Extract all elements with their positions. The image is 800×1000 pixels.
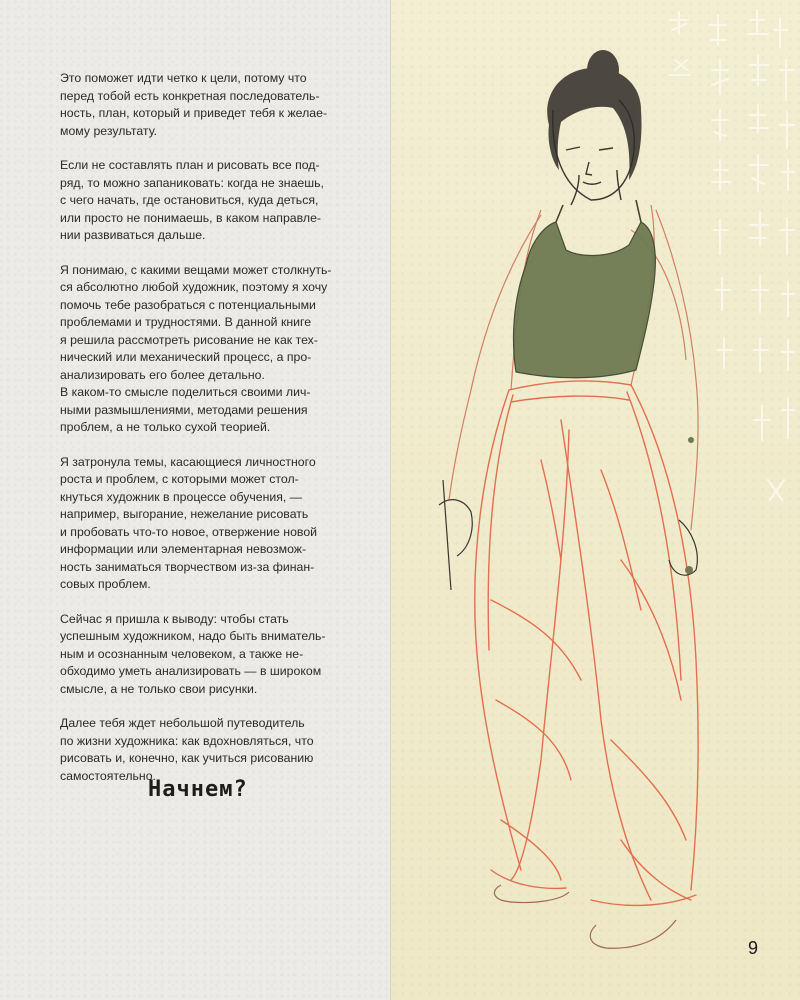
paragraph-5: Я затронула темы, касающиеся личностного роста и проблем, с которыми может стол- кнуться художник в процессе обучения, — например, выгорание, нежелание рисовать и пробовать что-то новое, отвержение новой информации или элементарная невозмож- ность заниматься творчеством из-за финан- совых проблем.	[60, 454, 318, 591]
paragraph-6: Сейчас я пришла к выводу: чтобы стать успешным художником, надо быть вниматель- ным и осознанным человеком, а также не- обходимо уметь анализировать — в широком смысле, а не только свои рисунки.	[60, 611, 326, 696]
text-page	[0, 0, 391, 1000]
illustration-page	[391, 0, 800, 1000]
woman-sketch-illustration	[391, 0, 800, 1000]
body-text	[60, 70, 372, 802]
call-to-action-heading: Начнем?	[148, 777, 248, 802]
crop-top	[513, 222, 655, 378]
paragraph-3: Я понимаю, с какими вещами может столкнуть- ся абсолютно любой художник, поэтому я хочу помочь тебе разобраться с потенциальными проблемами и трудностями. В данной книге я решила рассмотреть рисование не как тех- нический или механический процесс, а про- анализировать его более детально.	[60, 262, 332, 382]
paragraph-1: Это поможет идти четко к цели, потому что перед тобой есть конкретная последователь- ность, план, который и приведет тебя к желае- мому результату.	[60, 71, 328, 138]
paragraph-2: Если не составлять план и рисовать все под- ряд, то можно запаниковать: когда не знаешь, с чего начать, где остановиться, куда деться, или просто не понимаешь, в каком направле- нии развиваться дальше.	[60, 158, 324, 242]
paragraph-7: Далее тебя ждет небольшой путеводитель по жизни художника: как вдохновляться, что рисовать и, конечно, как учиться рисованию самостоятельно.	[60, 716, 314, 783]
paragraph-4: В каком-то смысле поделиться своими лич- ными размышлениями, методами решения проблем, а не только сухой теорией.	[60, 385, 311, 434]
page-number: 9	[747, 938, 758, 958]
